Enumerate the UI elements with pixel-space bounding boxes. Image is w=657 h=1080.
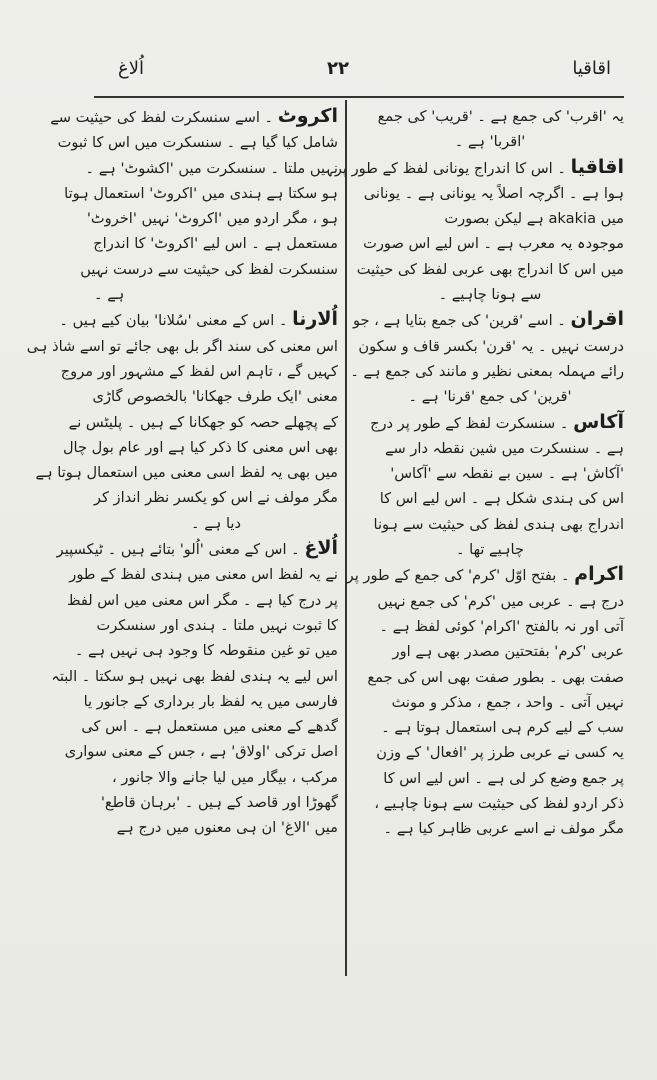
line-text: میں بھی یہ لفظ اسی معنی میں استعمال ہوتا ہے [35, 464, 338, 482]
line-text: چاہیے تھا ۔ [455, 541, 525, 559]
headword: اقاقیا [570, 155, 624, 178]
line-text: ۔ اس کا اندراج یونانی لفظ کے طور پر [334, 159, 571, 177]
line-text: پر درج کیا ہے ۔ مگر اس معنی میں اس لفظ [66, 591, 338, 609]
line-text: ذکر اردو لفظ کی حیثیت سے ہونا چاہیے ، [374, 795, 624, 813]
line-text: ۔ اسے سنسکرت لفظ کی حیثیت سے [50, 109, 278, 126]
line-text: مرکب ، بیگار میں لیا جانے والا جانور ، [112, 768, 338, 786]
text-line [356, 766, 624, 791]
line-text: ہوا ہے ۔ اگرچہ اصلاً یہ یونانی ہے ۔ یونانی [363, 184, 624, 202]
text-line [94, 384, 338, 409]
text-line [356, 665, 624, 690]
line-text: سنسکرت لفظ کی حیثیت سے درست نہیں [80, 260, 338, 278]
text-line [68, 410, 338, 435]
text-line [356, 282, 624, 307]
line-text: 'قرین' کی جمع 'قرنا' ہے ۔ [408, 388, 572, 406]
text-line [356, 384, 624, 409]
text-line [356, 486, 624, 511]
text-line [356, 334, 624, 359]
text-line [83, 689, 338, 714]
line-text: ۔ بفتح اوّل 'کرم' کی جمع کے طور پر [346, 567, 575, 585]
text-line [356, 231, 624, 256]
page-number: ۲۲ [327, 58, 349, 79]
line-text: اندراج بھی ہندی لفظ کی حیثیت سے ہونا [373, 515, 624, 533]
text-line [94, 282, 338, 307]
text-line [356, 816, 624, 841]
text-line [81, 714, 338, 739]
text-line [350, 359, 624, 384]
line-text: مگر مولف نے اس کو یکسر نظر انداز کر [93, 489, 338, 507]
text-line [356, 129, 624, 154]
line-text: آتی اور نہ بالفتح 'اکرام' کوئی لفظ ہے ۔ [379, 617, 624, 635]
text-line [80, 257, 338, 282]
line-text: ہو ، مگر اردو میں 'اکروٹ' نہیں 'اخروٹ' [86, 210, 338, 228]
line-text: کہیں گے ، تاہم اس لفظ کے مشہور اور مروج [60, 362, 338, 380]
line-text: معنی 'ایک طرف جھکانا' بالخصوص گاڑی [92, 388, 338, 406]
line-text: مگر مولف نے اسے عربی ظاہر کیا ہے ۔ [383, 820, 624, 838]
text-line [356, 740, 624, 765]
line-text: سے ہونا چاہیے ۔ [438, 286, 542, 304]
line-text: ۔ اس کے معنی 'سُلانا' بیان کیے ہیں ۔ [59, 312, 293, 330]
line-text: موجودہ یہ معرب ہے ۔ اس لیے اس صورت [363, 235, 624, 253]
headword: آکاس [573, 410, 624, 433]
line-text: بھی اس معنی کا ذکر کیا ہے اور عام بول چال [62, 438, 338, 456]
headword: اقران [570, 308, 624, 331]
headword: اکروٹ [277, 105, 338, 127]
line-text: ۔ اسے 'قرین' کی جمع بتایا ہے ، جو [352, 312, 571, 330]
text-line [94, 815, 338, 840]
text-line [85, 156, 338, 181]
headword: اُلارنا [292, 308, 338, 331]
text-line [356, 690, 624, 715]
text-line [356, 181, 624, 206]
line-text: نہیں آتی ۔ واحد ، جمع ، مذکر و مونث [391, 693, 624, 711]
text-line [356, 461, 624, 486]
text-line [69, 562, 338, 587]
text-line [60, 359, 338, 384]
line-text: میں اس کا اندراج بھی عربی لفظ کی حیثیت [356, 260, 624, 278]
line-text: اس معنی کی سند اگر بل بھی جائے تو اسے شاذ ہی [26, 337, 338, 355]
line-text: گھوڑا اور قاصد کے ہیں ۔ 'برہان قاطع' [100, 794, 338, 812]
text-line [346, 562, 624, 588]
text-line [50, 104, 338, 130]
text-line [356, 206, 624, 231]
line-text: یہ 'اقرب' کی جمع ہے ۔ 'قریب' کی جمع [377, 108, 624, 125]
headword: اکرام [574, 563, 624, 586]
text-line [356, 257, 624, 282]
text-line [356, 436, 624, 461]
line-text: میں 'الاغ' ان ہی معنوں میں درج ہے [116, 819, 338, 837]
line-text: کے پچھلے حصہ کو جھکانا کے ہیں ۔ پلیٹس نے [68, 413, 338, 431]
text-line [94, 231, 338, 256]
text-line [356, 639, 624, 664]
line-text: سب کے لیے کرم ہی استعمال ہوتا ہے ۔ [381, 719, 624, 737]
left-column [26, 104, 338, 841]
line-text: عربی 'کرم' بفتحتین مصدر بھی ہے اور [392, 643, 624, 661]
header-rule [94, 96, 624, 98]
text-line [356, 104, 624, 129]
line-text: ۔ سنسکرت لفظ کے طور پر درج [370, 414, 574, 432]
text-line [86, 206, 338, 231]
text-line [94, 765, 338, 790]
text-line [51, 664, 338, 689]
line-text: یہ کسی نے عربی طرز پر 'افعال' کے وزن [376, 744, 624, 762]
text-line [334, 155, 624, 181]
line-text: اصل ترکی 'اولاق' ہے ، جس کے معنی سواری [64, 743, 338, 761]
line-text: پر جمع وضع کر لی ہے ۔ اس لیے اس کا [383, 769, 624, 787]
line-text: میں تو غین منقوطہ کا وجود ہی نہیں ہے ۔ [74, 642, 338, 660]
line-text: مستعمل ہے ۔ اس لیے 'اکروٹ' کا اندراج [93, 235, 338, 253]
text-line [56, 536, 338, 562]
line-text: نے یہ لفظ اس معنی میں ہندی لفظ کے طور [69, 566, 338, 584]
text-line [356, 537, 624, 562]
line-text: ہے ۔ سنسکرت میں شین نقطہ دار سے [384, 439, 624, 457]
text-line [62, 435, 338, 460]
text-line [57, 130, 338, 155]
text-line [64, 181, 338, 206]
text-line [26, 334, 338, 359]
page-header [60, 58, 615, 88]
text-line [59, 307, 338, 333]
text-line [64, 739, 338, 764]
line-text: کا ثبوت نہیں ملتا ۔ ہندی اور سنسکرت [96, 616, 338, 634]
line-text: درست نہیں ۔ یہ 'قرن' بکسر قاف و سکون [358, 337, 624, 355]
line-text: رائے مہملہ بمعنی نظیر و مانند کی جمع ہے ۔ [350, 362, 624, 380]
line-text: میں akakia ہے لیکن بصورت [444, 210, 624, 228]
line-text: اس کی ہندی شکل ہے ۔ اس لیے اس کا [379, 490, 624, 508]
line-text: نہیں ملتا ۔ سنسکرت میں 'اکشوٹ' ہے ۔ [85, 159, 338, 177]
line-text: درج ہے ۔ عربی میں 'کرم' کی جمع نہیں [377, 592, 624, 610]
text-line [66, 588, 338, 613]
text-line [94, 511, 338, 536]
text-line [356, 589, 624, 614]
text-line [94, 790, 338, 815]
text-line [352, 307, 624, 333]
text-line [94, 613, 338, 638]
text-line [356, 715, 624, 740]
line-text: 'اقربا' ہے ۔ [454, 133, 526, 151]
line-text: ۔ اس کے معنی 'اُلو' بتائے ہیں ۔ ٹیکسپیر [56, 541, 305, 559]
text-line [35, 460, 338, 485]
text-line [356, 791, 624, 816]
text-line [356, 512, 624, 537]
line-text: ہے ۔ [94, 286, 125, 304]
line-text: اس لیے یہ ہندی لفظ بھی نہیں ہو سکتا ۔ البتہ [51, 667, 338, 685]
line-text: ہو سکتا ہے ہندی میں 'اکروٹ' استعمال ہوتا [64, 184, 338, 202]
text-line [356, 410, 624, 436]
column-divider [345, 100, 347, 976]
line-text: فارسی میں یہ لفظ بار برداری کے جانور یا [83, 692, 338, 710]
running-head-right: اقاقیا [572, 58, 611, 79]
running-head-left: اُلاغ [118, 58, 145, 79]
text-line [94, 485, 338, 510]
text-line [356, 614, 624, 639]
line-text: شامل کیا گیا ہے ۔ سنسکرت میں اس کا ثبوت [57, 134, 338, 152]
headword: اُلاغ [304, 537, 338, 560]
line-text: 'آکاش' ہے ۔ سین بے نقطہ سے 'آکاس' [390, 465, 624, 483]
line-text: گدھے کے معنی میں مستعمل ہے ۔ اس کی [81, 718, 338, 736]
right-column [334, 104, 624, 842]
line-text: دیا ہے ۔ [191, 514, 241, 532]
line-text: صفت بھی ۔ بطور صفت بھی اس کی جمع [367, 668, 624, 686]
text-line [74, 638, 338, 663]
